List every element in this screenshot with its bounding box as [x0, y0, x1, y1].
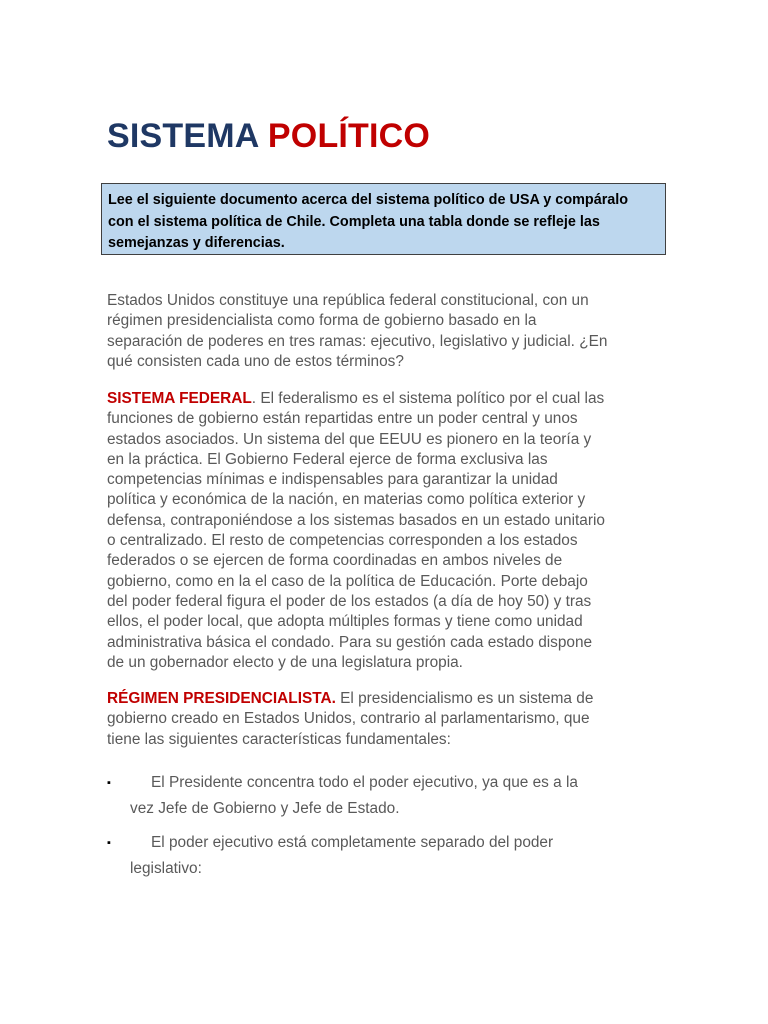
federal-line: estados asociados. Un sistema del que EEUU es pionero en la teoría y	[107, 430, 592, 448]
presidential-line: tiene las siguientes características fundamentales:	[107, 730, 451, 748]
federal-line: ellos, el poder local, que adopta múltiples formas y tiene como unidad	[107, 613, 583, 631]
list-item-line: El Presidente concentra todo el poder ejecutivo, ya que es a la	[151, 774, 578, 791]
instruction-line: Lee el siguiente documento acerca del sistema político de USA y compáralo	[108, 192, 629, 208]
list-item	[107, 770, 667, 822]
presidential-first-text: El presidencialismo es un sistema de	[335, 690, 594, 707]
federal-first-line	[107, 389, 605, 409]
federal-line: de un gobernador electo y de una legislatura propia.	[107, 653, 463, 671]
federal-line: defensa, contraponiéndose a los sistemas basados en un estado unitario	[107, 511, 605, 529]
federal-line: administrativa básica el condado. Para su gestión cada estado dispone	[107, 633, 593, 651]
square-bullet-icon: ▪	[107, 837, 111, 849]
intro-paragraph	[107, 291, 607, 372]
federal-line: en la práctica. El Gobierno Federal ejerce de forma exclusiva las	[107, 450, 548, 468]
intro-line: régimen presidencialista como forma de gobierno basado en la	[107, 312, 537, 330]
federal-first-text: . El federalismo es el sistema político por el cual las	[251, 390, 605, 407]
presidential-paragraph	[107, 689, 593, 750]
title-word-1: SISTEMA	[107, 117, 259, 155]
federal-line: federados o se ejercen de forma coordinadas en ambos niveles de	[107, 552, 563, 570]
list-item-line: El poder ejecutivo está completamente separado del poder	[151, 834, 554, 851]
instruction-line: semejanzas y diferencias.	[108, 235, 285, 251]
federal-line: gobierno, como en la el caso de la política de Educación. Porte debajo	[107, 572, 588, 590]
federal-line: política y económica de la nación, en materias como política exterior y	[107, 491, 586, 509]
federal-paragraph	[107, 389, 605, 673]
list-item-line: legislativo:	[130, 860, 202, 877]
instruction-line: con el sistema política de Chile. Completa una tabla donde se refleje las	[108, 213, 600, 230]
list-item	[107, 830, 667, 882]
intro-line: Estados Unidos constituye una república federal constitucional, con un	[107, 292, 589, 309]
intro-line: qué consisten cada uno de estos términos?	[107, 352, 404, 370]
title-word-2: POLÍTICO	[267, 117, 431, 155]
page-title	[107, 116, 430, 156]
federal-line: funciones de gobierno están repartidas entre un poder central y unos	[107, 410, 578, 428]
intro-line: separación de poderes en tres ramas: ejecutivo, legislativo y judicial. ¿En	[107, 332, 608, 350]
presidential-first-line	[107, 689, 593, 709]
square-bullet-icon: ▪	[107, 777, 111, 789]
presidential-heading: RÉGIMEN PRESIDENCIALISTA.	[107, 690, 336, 707]
federal-heading: SISTEMA FEDERAL	[107, 390, 252, 407]
list-item-line: vez Jefe de Gobierno y Jefe de Estado.	[130, 800, 400, 817]
federal-line: o centralizado. El resto de competencias corresponden a los estados	[107, 532, 578, 550]
federal-line: del poder federal figura el poder de los estados (a día de hoy 50) y tras	[107, 592, 592, 610]
federal-line: competencias mínimas e indispensables para garantizar la unidad	[107, 471, 558, 489]
presidential-line: gobierno creado en Estados Unidos, contrario al parlamentarismo, que	[107, 710, 590, 728]
instruction-box	[101, 183, 666, 255]
